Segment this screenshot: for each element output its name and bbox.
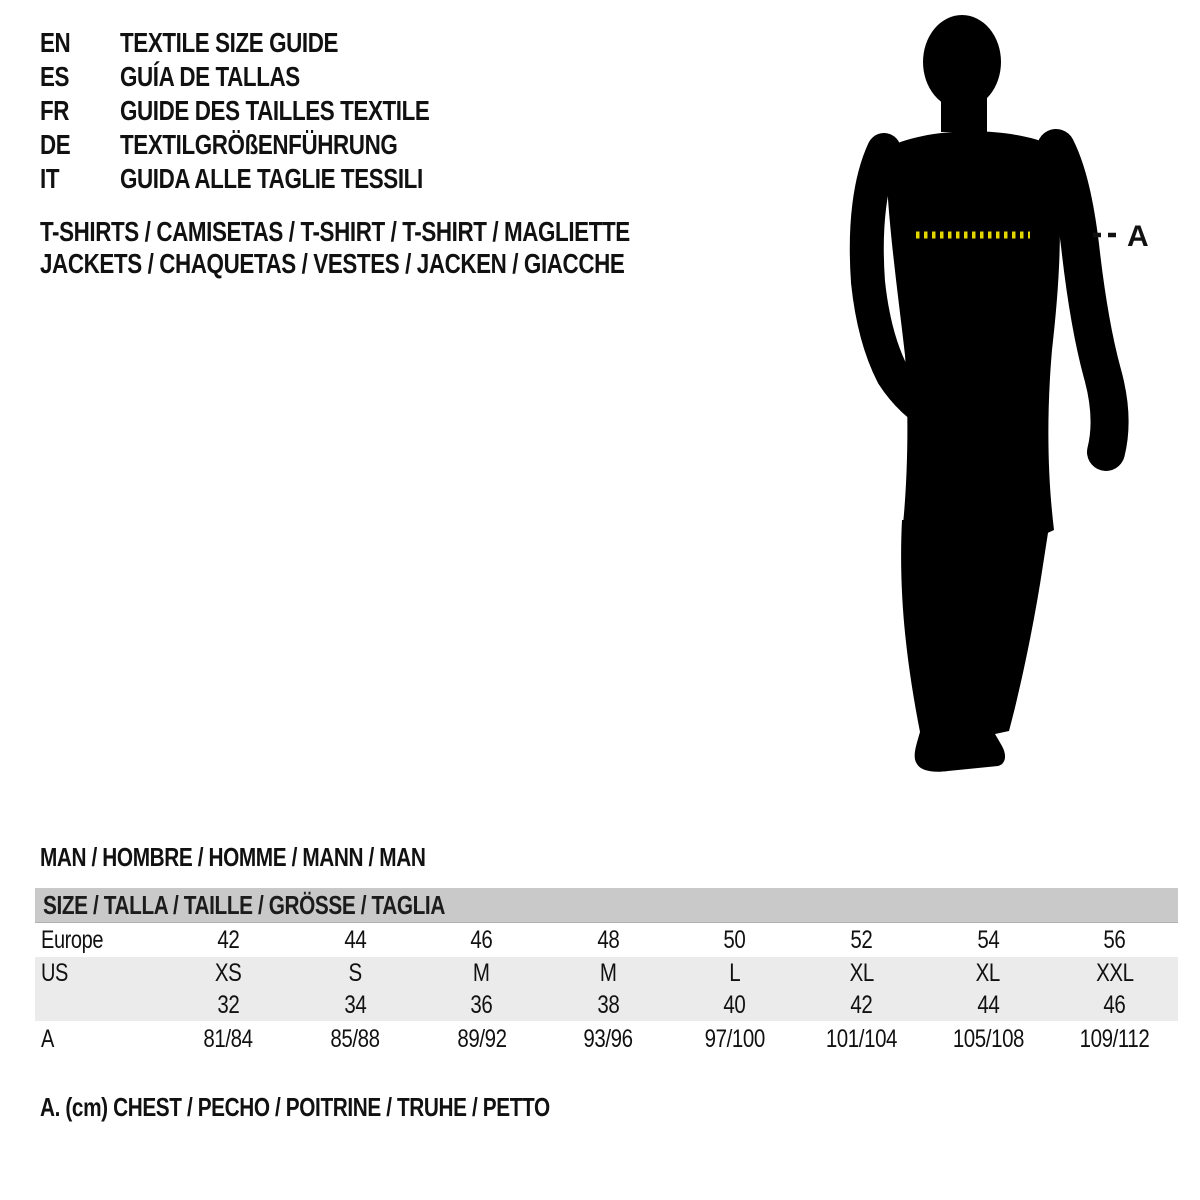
size-cell: 109/112 [1079, 1024, 1150, 1053]
size-cell: XS [215, 958, 242, 987]
guide-title: TEXTILE SIZE GUIDE [120, 27, 339, 58]
size-cell: 46 [1103, 990, 1126, 1019]
size-cell: 97/100 [704, 1024, 765, 1053]
size-cell: 89/92 [456, 1024, 507, 1053]
guide-title: GUIDA ALLE TAGLIE TESSILI [120, 163, 423, 194]
measure-footnote: A. (cm) CHEST / PECHO / POITRINE / TRUHE / PETTO [40, 1092, 550, 1122]
size-cell: 42 [217, 925, 240, 954]
size-cell: 44 [343, 925, 366, 954]
row-label: A [41, 1024, 54, 1053]
guide-title: GUÍA DE TALLAS [120, 61, 300, 92]
language-title-list [40, 26, 527, 196]
silhouette-right-arm [1056, 148, 1109, 452]
size-cell: 93/96 [583, 1024, 633, 1053]
size-cell: 46 [470, 925, 493, 954]
size-cell: L [729, 958, 741, 987]
category-jackets: JACKETS / CHAQUETAS / VESTES / JACKEN / GIACCHE [40, 248, 625, 279]
language-row-de [40, 128, 527, 162]
size-cell: 42 [850, 990, 873, 1019]
row-label: Europe [41, 925, 104, 954]
language-row-en [40, 26, 527, 60]
size-cell: 56 [1103, 925, 1126, 954]
silhouette-neck [941, 80, 987, 132]
size-cell: M [473, 958, 490, 987]
silhouette-torso [886, 131, 1060, 550]
man-silhouette [820, 0, 1200, 800]
category-tshirts: T-SHIRTS / CAMISETAS / T-SHIRT / T-SHIRT / MAGLIETTE [40, 216, 630, 247]
size-cell: 34 [343, 990, 366, 1019]
size-cell: XL [975, 958, 1001, 987]
size-cell: XXL [1095, 958, 1134, 987]
table-row-europe [35, 923, 1178, 957]
measure-label-a: A [1127, 220, 1149, 253]
language-row-fr [40, 94, 527, 128]
size-cell: 44 [977, 990, 1000, 1019]
language-code: ES [40, 61, 70, 92]
size-cell: 32 [217, 990, 240, 1019]
silhouette-legs [901, 520, 1050, 772]
size-cell: 54 [977, 925, 1000, 954]
size-cell: 81/84 [203, 1024, 253, 1053]
size-cell: 85/88 [330, 1024, 380, 1053]
size-cell: 38 [597, 990, 620, 1019]
section-title-man: MAN / HOMBRE / HOMME / MANN / MAN [40, 842, 426, 872]
size-cell: 101/104 [825, 1024, 898, 1053]
size-cell: 36 [470, 990, 493, 1019]
table-row-numeric [35, 989, 1178, 1021]
language-code: IT [40, 163, 60, 194]
language-row-es [40, 60, 527, 94]
size-cell: S [348, 958, 362, 987]
size-cell: 48 [597, 925, 620, 954]
language-code: FR [40, 95, 70, 126]
guide-title: TEXTILGRÖßENFÜHRUNG [120, 129, 398, 160]
size-table [35, 888, 1178, 1057]
size-table-header-bar: SIZE / TALLA / TAILLE / GRÖSSE / TAGLIA [35, 888, 1178, 923]
language-code: EN [40, 27, 71, 58]
row-label [35, 991, 165, 1020]
size-cell: 40 [723, 990, 746, 1019]
language-row-it [40, 162, 527, 196]
garment-category-list [40, 216, 777, 280]
size-cell: 105/108 [952, 1024, 1024, 1053]
row-label: US [41, 958, 68, 987]
size-cell: XL [849, 958, 874, 987]
guide-title: GUIDE DES TAILLES TEXTILE [120, 95, 430, 126]
size-cell: 52 [850, 925, 873, 954]
table-row-chest-cm [35, 1021, 1178, 1057]
language-code: DE [40, 129, 71, 160]
table-row-us [35, 957, 1178, 989]
size-cell: 50 [723, 925, 746, 954]
size-cell: M [599, 958, 617, 987]
